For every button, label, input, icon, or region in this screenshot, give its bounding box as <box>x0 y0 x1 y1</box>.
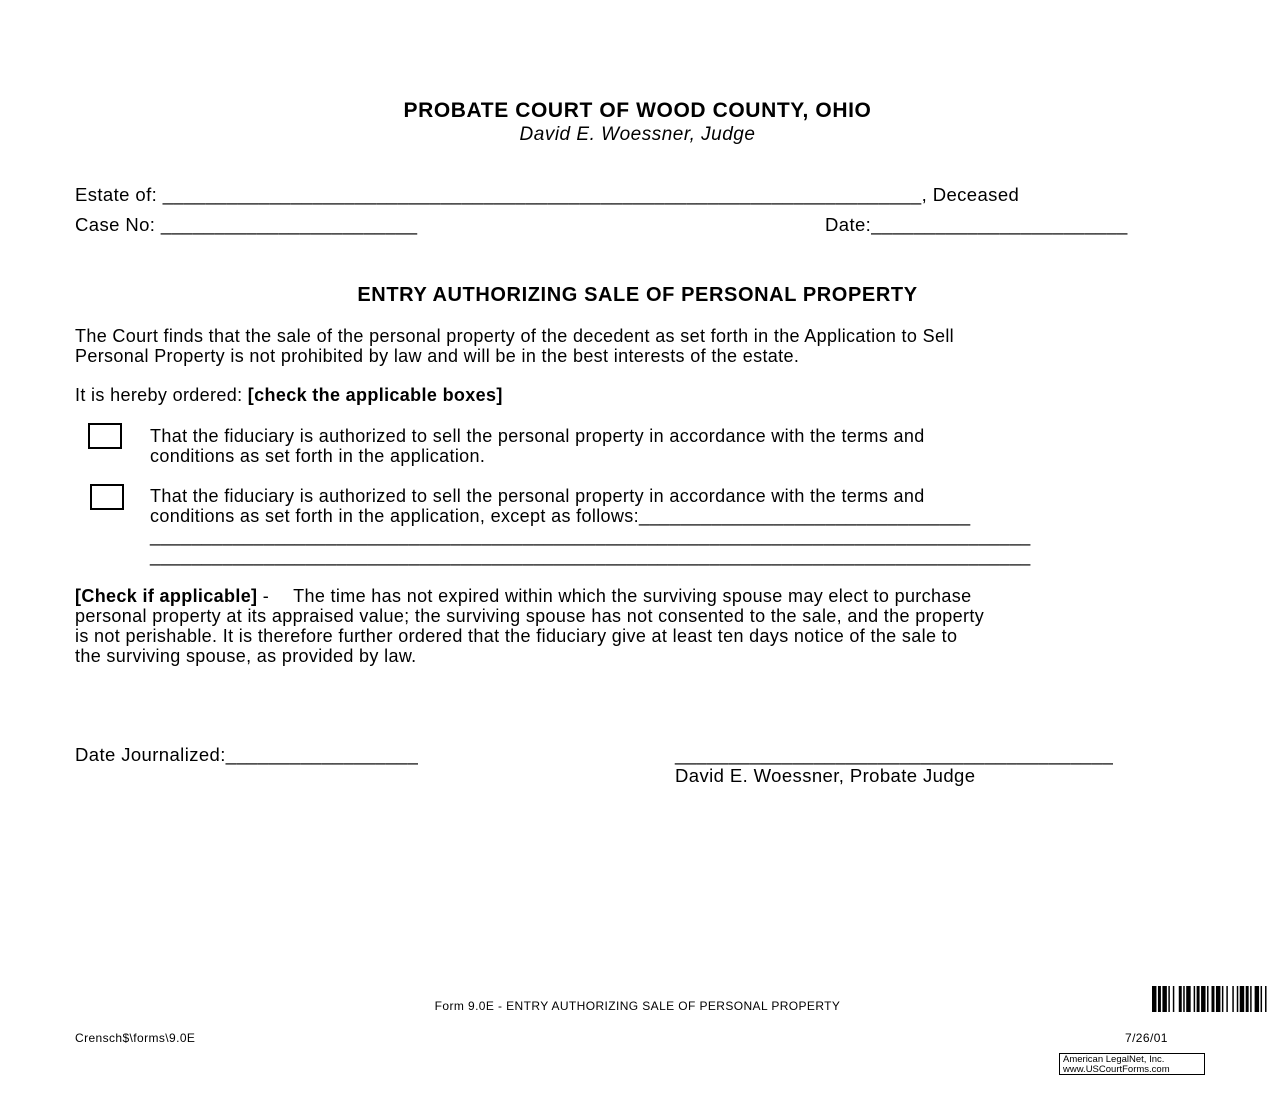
date-blank[interactable]: ________________________ <box>871 214 1128 235</box>
estate-label: Estate of: <box>75 184 158 205</box>
barcode-bar <box>1250 986 1251 1012</box>
applicable-paragraph <box>75 586 984 666</box>
barcode-bar <box>1168 986 1169 1012</box>
order-instruction: [check the applicable boxes] <box>247 385 503 405</box>
journalized-label: Date Journalized: <box>75 744 226 765</box>
vendor-url: www.USCourtForms.com <box>1063 1064 1170 1075</box>
barcode-bar <box>1186 986 1190 1012</box>
barcode-bar <box>1232 986 1233 1012</box>
barcode-bar <box>1222 986 1223 1012</box>
barcode-bar <box>1255 986 1259 1012</box>
barcode-bar <box>1201 986 1205 1012</box>
date-label: Date: <box>825 214 872 235</box>
case-number-field <box>75 214 417 236</box>
option-blank-line[interactable]: _____________________________________________________________________________________ <box>150 526 1031 546</box>
signature-line[interactable]: _________________________________________ <box>675 744 1114 765</box>
case-label: Case No: <box>75 214 156 235</box>
court-title: PROBATE COURT OF WOOD COUNTY, OHIO <box>403 99 872 122</box>
applicable-line: the surviving spouse, as provided by law. <box>75 646 417 666</box>
revision-date: 7/26/01 <box>1125 1031 1168 1045</box>
barcode-bar <box>1194 986 1195 1012</box>
vendor-name: American LegalNet, Inc. <box>1063 1054 1165 1065</box>
option-2-checkbox[interactable] <box>90 484 124 510</box>
barcode-bar <box>1158 986 1161 1012</box>
judge-signature-name: David E. Woessner, Probate Judge <box>675 765 976 786</box>
barcode-bar <box>1152 986 1156 1012</box>
document-title: ENTRY AUTHORIZING SALE OF PERSONAL PROPERTY <box>357 284 918 306</box>
barcode-bar <box>1211 986 1214 1012</box>
estate-field <box>75 184 1019 206</box>
barcode-bar <box>1226 986 1227 1012</box>
option-1-text <box>150 426 925 466</box>
applicable-line: is not perishable. It is therefore further ordered that the fiduciary give at least ten days notice of the sale to <box>75 626 958 646</box>
deceased-suffix: , Deceased <box>921 184 1020 205</box>
barcode-bar <box>1216 986 1220 1012</box>
applicable-label: [Check if applicable] <box>75 586 258 606</box>
barcode-bar <box>1246 986 1249 1012</box>
findings-paragraph <box>75 326 954 366</box>
barcode-icon <box>1152 986 1268 1012</box>
barcode-bar <box>1179 986 1182 1012</box>
barcode-bar <box>1173 986 1174 1012</box>
journalized-blank[interactable]: __________________ <box>225 744 419 765</box>
judge-subtitle: David E. Woessner, Judge <box>519 124 756 145</box>
option-line: That the fiduciary is authorized to sell the personal property in accordance with the terms and <box>150 426 925 446</box>
option-1-checkbox[interactable] <box>88 423 122 449</box>
form-id: Form 9.0E - ENTRY AUTHORIZING SALE OF PERSONAL PROPERTY <box>434 999 841 1013</box>
option-blank-line[interactable]: _____________________________________________________________________________________ <box>150 546 1031 566</box>
applicable-dash: - <box>257 586 270 606</box>
barcode-bar <box>1261 986 1262 1012</box>
vendor-stamp <box>1059 1053 1205 1075</box>
barcode-bar <box>1265 986 1266 1012</box>
barcode-bar <box>1197 986 1200 1012</box>
option-2-text <box>150 486 1031 566</box>
order-intro-text: It is hereby ordered: <box>75 385 243 405</box>
barcode-bar <box>1183 986 1184 1012</box>
option-line: That the fiduciary is authorized to sell the personal property in accordance with the terms and <box>150 486 925 506</box>
date-field <box>825 214 1128 236</box>
barcode-bar <box>1162 986 1166 1012</box>
barcode-bar <box>1240 986 1244 1012</box>
findings-line: The Court finds that the sale of the personal property of the decedent as set forth in the Application to Sell <box>75 326 955 346</box>
option-line[interactable]: conditions as set forth in the application, except as follows:________________________________ <box>150 506 971 526</box>
applicable-text: The time has not expired within which the surviving spouse may elect to purchase <box>293 586 972 606</box>
case-blank[interactable]: ________________________ <box>160 214 418 235</box>
applicable-line <box>75 586 984 606</box>
estate-blank[interactable]: _______________________________________________________________________ <box>162 184 922 205</box>
findings-line: Personal Property is not prohibited by law and will be in the best interests of the estate. <box>75 346 800 366</box>
applicable-line: personal property at its appraised value; the surviving spouse has not consented to the sale, and the property <box>75 606 985 626</box>
order-intro <box>75 385 503 405</box>
barcode-bar <box>1237 986 1238 1012</box>
barcode-bar <box>1207 986 1208 1012</box>
date-journalized-field <box>75 744 418 766</box>
file-path: Crensch$\forms\9.0E <box>75 1031 196 1045</box>
option-line: conditions as set forth in the application. <box>150 446 486 466</box>
